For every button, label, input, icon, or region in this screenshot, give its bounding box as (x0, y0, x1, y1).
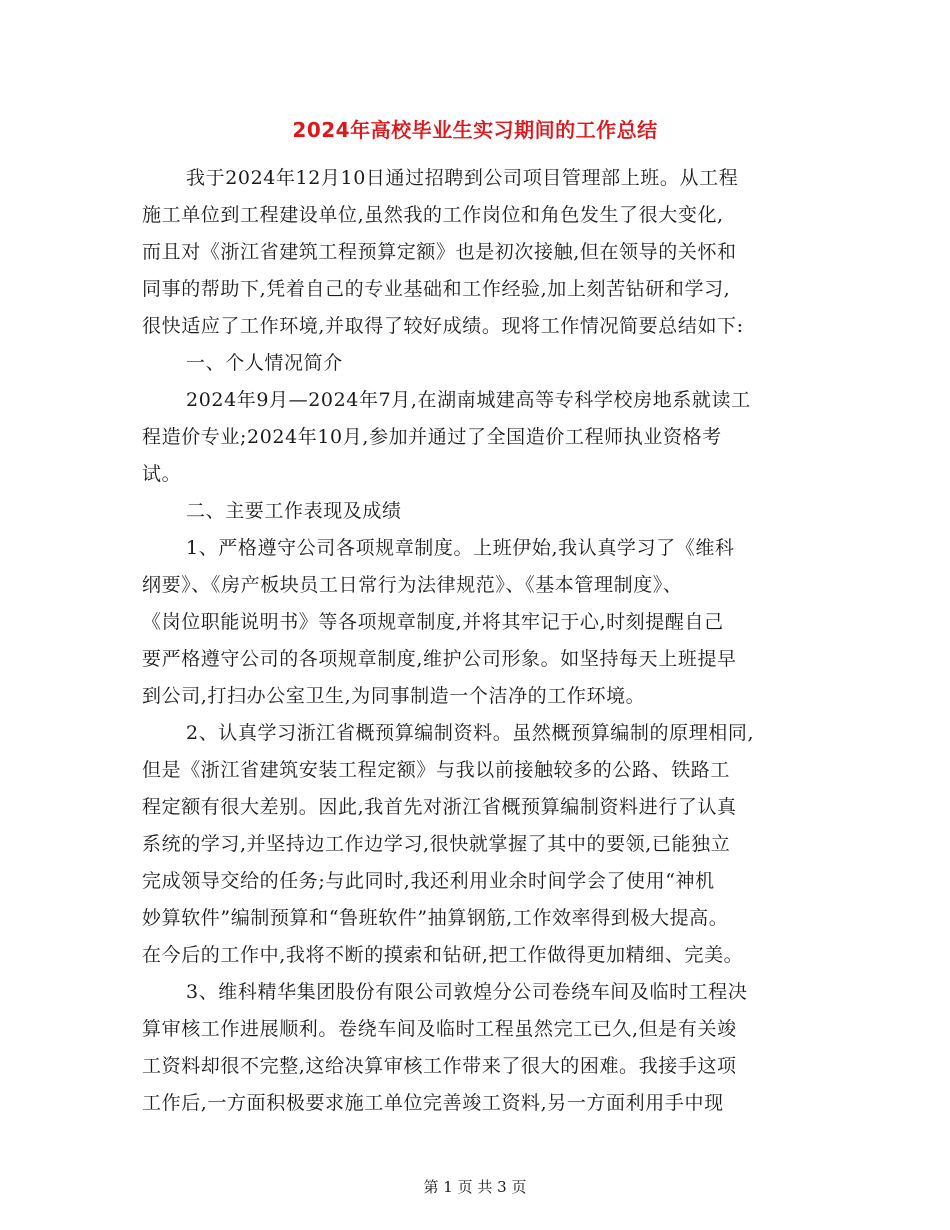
paragraph-item-2 (142, 715, 812, 974)
page-number: 第 1 页 共 3 页 (423, 1178, 527, 1196)
text-line: 但是《浙江省建筑安装工程定额》与我以前接触较多的公路、铁路工 (142, 759, 731, 781)
text-line: 算审核工作进展顺利。卷绕车间及临时工程虽然完工已久,但是有关竣 (142, 1018, 737, 1040)
text-line: 到公司,打扫办公室卫生,为同事制造一个洁净的工作环境。 (142, 685, 646, 707)
text-line: 3、维科精华集团股份有限公司敦煌分公司卷绕车间及临时工程决 (186, 981, 748, 1003)
paragraph-intro (142, 160, 812, 345)
text-line: 二、主要工作表现及成绩 (186, 500, 402, 522)
text-line: 完成领导交给的任务;与此同时,我还利用业余时间学会了使用“神机 (142, 870, 715, 892)
text-line: 一、个人情况简介 (186, 352, 343, 374)
text-line: 妙算软件”编制预算和“鲁班软件”抽算钢筋,工作效率得到极大提高。 (142, 907, 729, 929)
text-line: 2、认真学习浙江省概预算编制资料。虽然概预算编制的原理相同, (186, 722, 755, 744)
text-line: 程造价专业;2024年10月,参加并通过了全国造价工程师执业资格考 (142, 426, 722, 448)
text-line: 而且对《浙江省建筑工程预算定额》也是初次接触,但在领导的关怀和 (142, 241, 737, 263)
text-line: 在今后的工作中,我将不断的摸索和钻研,把工作做得更加精细、完美。 (142, 944, 744, 966)
section-heading-performance (142, 493, 812, 530)
text-line: 工资料却很不完整,这给决算审核工作带来了很大的困难。我接手这项 (142, 1055, 737, 1077)
text-line: 1、严格遵守公司各项规章制度。上班伊始,我认真学习了《维科 (186, 537, 735, 559)
paragraph-item-3 (142, 974, 812, 1122)
text-line: 同事的帮助下,凭着自己的专业基础和工作经验,加上刻苦钻研和学习, (142, 278, 731, 300)
text-line: 《岗位职能说明书》等各项规章制度,并将其牢记于心,时刻提醒自己 (142, 611, 724, 633)
text-line: 我于2024年12月10日通过招聘到公司项目管理部上班。从工程 (186, 167, 739, 189)
document-title: 2024年高校毕业生实习期间的工作总结 (292, 118, 658, 142)
section-heading-personal (142, 345, 812, 382)
text-line: 工作后,一方面积极要求施工单位完善竣工资料,另一方面利用手中现 (142, 1092, 724, 1114)
paragraph-item-1 (142, 530, 812, 715)
text-line: 很快适应了工作环境,并取得了较好成绩。现将工作情况简要总结如下: (142, 315, 744, 337)
text-line: 程定额有很大差别。因此,我首先对浙江省概预算编制资料进行了认真 (142, 796, 737, 818)
text-line: 纲要》、《房产板块员工日常行为法律规范》、《基本管理制度》、 (142, 574, 683, 596)
text-line: 施工单位到工程建设单位,虽然我的工作岗位和角色发生了很大变化, (142, 204, 724, 226)
text-line: 2024年9月—2024年7月,在湖南城建高等专科学校房地系就读工 (186, 389, 751, 411)
text-line: 要严格遵守公司的各项规章制度,维护公司形象。如坚持每天上班提早 (142, 648, 737, 670)
text-line: 系统的学习,并坚持边工作边学习,很快就掌握了其中的要领,已能独立 (142, 833, 731, 855)
document-body (142, 160, 812, 1122)
text-line: 试。 (142, 463, 182, 485)
paragraph-education (142, 382, 812, 493)
